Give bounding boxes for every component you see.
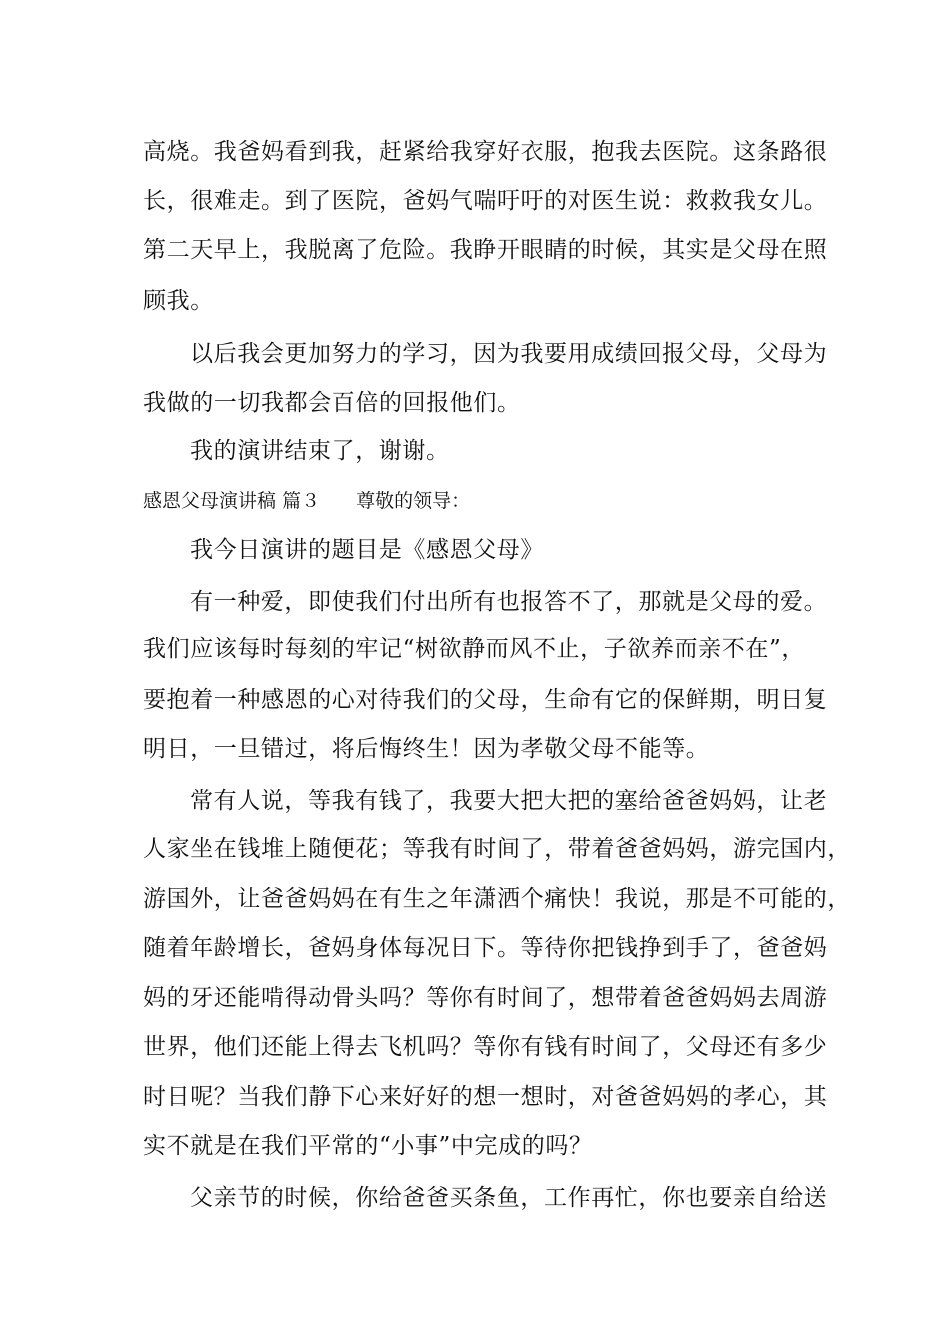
paragraph-line: 父亲节的时候，你给爸爸买条鱼，工作再忙，你也要亲自给送: [190, 1185, 828, 1211]
section-number: 篇３: [282, 490, 321, 512]
speech-title: 感恩父母演讲稿: [143, 490, 277, 512]
paragraph-line: 游国外，让爸爸妈妈在有生之年潇洒个痛快！我说，那是不可能的，: [143, 886, 851, 912]
section-heading: [143, 486, 470, 516]
paragraph-line: 妈的牙还能啃得动骨头吗？等你有时间了，想带着爸爸妈妈去周游: [143, 985, 828, 1011]
paragraph-line: 我今日演讲的题目是《感恩父母》: [190, 537, 544, 563]
paragraph-line: 长，很难走。到了医院，爸妈气喘吁吁的对医生说：救救我女儿。: [143, 188, 828, 214]
paragraph-line: 有一种爱，即使我们付出所有也报答不了，那就是父母的爱。: [190, 589, 828, 615]
paragraph-line: 随着年龄增长，爸妈身体每况日下。等待你把钱挣到手了，爸爸妈: [143, 935, 828, 961]
salutation: 尊敬的领导：: [356, 490, 471, 512]
paragraph-line: 实不就是在我们平常的“小事”中完成的吗？: [143, 1133, 593, 1159]
paragraph-line: 以后我会更加努力的学习，因为我要用成绩回报父母，父母为: [190, 341, 828, 367]
paragraph-line: 世界，他们还能上得去飞机吗？等你有钱有时间了，父母还有多少: [143, 1034, 828, 1060]
paragraph-line: 第二天早上，我脱离了危险。我睁开眼睛的时候，其实是父母在照: [143, 237, 828, 263]
paragraph-line: 常有人说，等我有钱了，我要大把大把的塞给爸爸妈妈，让老: [190, 788, 828, 814]
paragraph-line: 我们应该每时每刻的牢记“树欲静而风不止，子欲养而亲不在”，: [143, 636, 805, 662]
paragraph-line: 顾我。: [143, 288, 214, 314]
paragraph-line: 明日，一旦错过，将后悔终生！因为孝敬父母不能等。: [143, 736, 710, 762]
paragraph-line: 要抱着一种感恩的心对待我们的父母，生命有它的保鲜期，明日复: [143, 687, 828, 713]
paragraph-line: 高烧。我爸妈看到我，赶紧给我穿好衣服，抱我去医院。这条路很: [143, 139, 828, 165]
paragraph-line: 我做的一切我都会百倍的回报他们。: [143, 390, 521, 416]
paragraph-line: 人家坐在钱堆上随便花；等我有时间了，带着爸爸妈妈，游完国内，: [143, 836, 851, 862]
paragraph-line: 我的演讲结束了，谢谢。: [190, 438, 450, 464]
paragraph-line: 时日呢？当我们静下心来好好的想一想时，对爸爸妈妈的孝心，其: [143, 1084, 828, 1110]
